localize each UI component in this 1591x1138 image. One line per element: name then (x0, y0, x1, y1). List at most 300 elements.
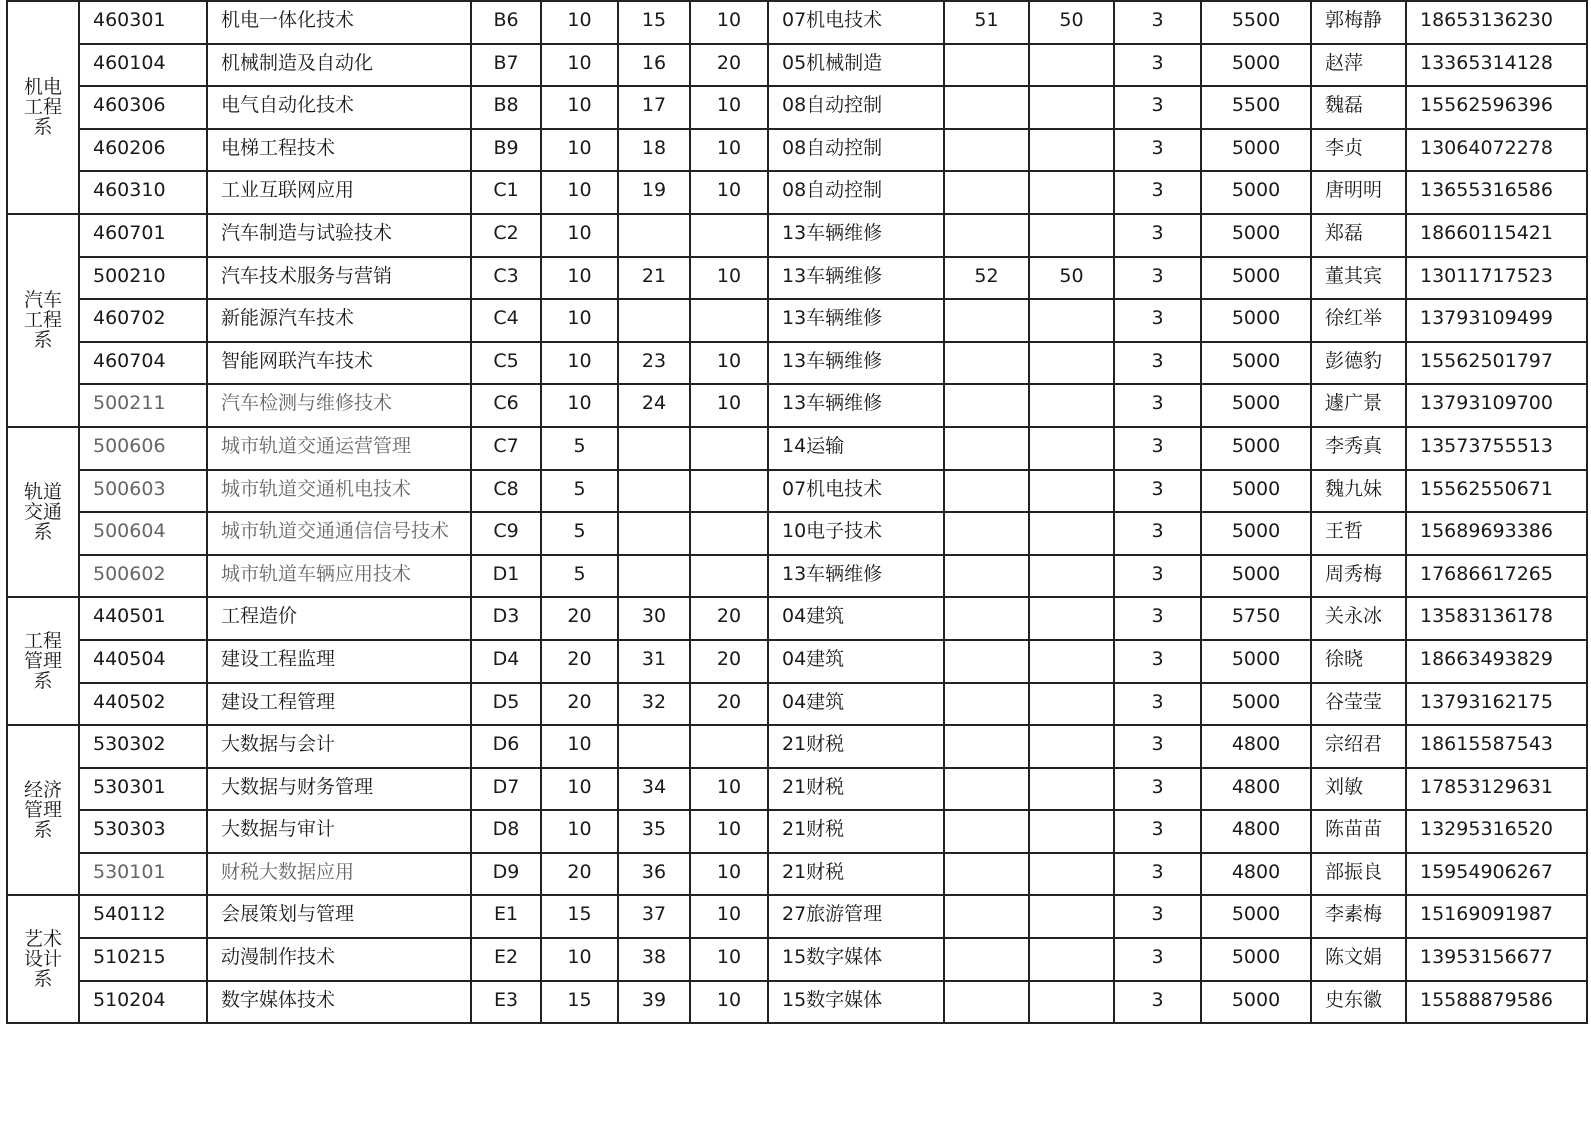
secondary-plan-cell-text: 20 (716, 690, 742, 713)
major-name-cell (207, 470, 471, 513)
category-code-cell (944, 427, 1029, 470)
category-code-cell (944, 470, 1029, 513)
plan-count-cell (541, 86, 618, 129)
contact-phone-cell-text: 15562550671 (1420, 477, 1553, 500)
batch-code-cell (471, 1, 541, 44)
years-cell-text: 3 (1151, 94, 1164, 117)
category-code-cell (944, 853, 1029, 896)
table-row (7, 683, 1587, 726)
tertiary-plan-cell (1029, 44, 1114, 87)
secondary-code-cell-text: 38 (641, 946, 667, 969)
tertiary-plan-cell-text (1030, 939, 1113, 947)
major-name-cell-text: 大数据与会计 (221, 733, 336, 756)
years-cell (1114, 768, 1201, 811)
category-code-cell (944, 895, 1029, 938)
contact-phone-cell (1406, 938, 1587, 981)
tuition-fee-cell (1201, 44, 1311, 87)
category-cell-text: 14运输 (782, 434, 845, 457)
major-name-cell-text: 城市轨道交通机电技术 (221, 477, 412, 500)
years-cell (1114, 725, 1201, 768)
secondary-plan-cell (690, 44, 768, 87)
tuition-fee-cell (1201, 384, 1311, 427)
category-code-cell-text (945, 939, 1028, 947)
contact-phone-cell-text: 13365314128 (1420, 51, 1553, 74)
major-name-cell-text: 汽车检测与维修技术 (221, 392, 393, 415)
secondary-plan-cell-text (691, 300, 767, 308)
plan-count-cell (541, 427, 618, 470)
contact-phone-cell-text: 13793162175 (1420, 690, 1553, 713)
tuition-fee-cell-text: 5000 (1231, 51, 1281, 74)
contact-phone-cell (1406, 810, 1587, 853)
contact-phone-cell-text: 15689693386 (1420, 520, 1553, 543)
major-name-cell-text: 建设工程监理 (221, 647, 336, 670)
program-code-cell-text: 540112 (93, 903, 166, 926)
years-cell (1114, 44, 1201, 87)
major-name-cell (207, 257, 471, 300)
plan-count-cell-text: 20 (567, 605, 592, 628)
secondary-plan-cell-text: 10 (716, 264, 742, 287)
tertiary-plan-cell (1029, 895, 1114, 938)
contact-name-cell-text: 李素梅 (1325, 903, 1383, 926)
tuition-fee-cell-text: 5000 (1231, 520, 1281, 543)
years-cell (1114, 853, 1201, 896)
plan-count-cell-text: 5 (573, 477, 586, 500)
category-cell (768, 214, 944, 257)
category-code-cell (944, 597, 1029, 640)
plan-count-cell-text: 10 (567, 733, 592, 756)
tuition-fee-cell-text: 5000 (1231, 477, 1281, 500)
category-cell-text: 04建筑 (782, 647, 845, 670)
tuition-fee-cell (1201, 640, 1311, 683)
tertiary-plan-cell-text (1030, 87, 1113, 95)
contact-name-cell (1311, 640, 1406, 683)
batch-code-cell (471, 214, 541, 257)
batch-code-cell-text: B9 (493, 136, 519, 159)
tuition-fee-cell (1201, 129, 1311, 172)
table-row (7, 129, 1587, 172)
secondary-code-cell-text: 37 (641, 903, 667, 926)
tuition-fee-cell-text: 5000 (1231, 690, 1281, 713)
category-cell-text: 21财税 (782, 775, 845, 798)
table-row (7, 470, 1587, 513)
department-cell (7, 597, 79, 725)
program-code-cell (79, 512, 207, 555)
contact-name-cell (1311, 214, 1406, 257)
contact-name-cell-text: 赵萍 (1325, 51, 1364, 74)
tertiary-plan-cell-text (1030, 513, 1113, 521)
tuition-fee-cell-text: 4800 (1231, 775, 1281, 798)
batch-code-cell-text: C1 (493, 179, 519, 202)
secondary-code-cell (618, 470, 690, 513)
batch-code-cell (471, 640, 541, 683)
contact-name-cell-text: 董其宾 (1325, 264, 1383, 287)
category-cell-text: 10电子技术 (782, 520, 883, 543)
years-cell-text: 3 (1151, 860, 1164, 883)
contact-phone-cell (1406, 1, 1587, 44)
tertiary-plan-cell-text (1030, 300, 1113, 308)
secondary-plan-cell-text (691, 556, 767, 564)
secondary-plan-cell (690, 384, 768, 427)
secondary-code-cell (618, 640, 690, 683)
tertiary-plan-cell-text (1030, 598, 1113, 606)
category-code-cell-text (945, 343, 1028, 351)
secondary-plan-cell-text: 10 (716, 818, 742, 841)
department-name: 艺术设计系 (23, 928, 62, 991)
program-code-cell (79, 981, 207, 1024)
years-cell (1114, 86, 1201, 129)
contact-phone-cell-text: 13655316586 (1420, 179, 1553, 202)
department-cell (7, 725, 79, 895)
years-cell-text: 3 (1151, 221, 1164, 244)
major-name-cell (207, 597, 471, 640)
batch-code-cell (471, 597, 541, 640)
contact-name-cell (1311, 44, 1406, 87)
tertiary-plan-cell-text (1030, 854, 1113, 862)
batch-code-cell-text: C8 (493, 477, 519, 500)
tertiary-plan-cell (1029, 853, 1114, 896)
contact-phone-cell (1406, 44, 1587, 87)
contact-phone-cell-text: 13011717523 (1420, 264, 1553, 287)
batch-code-cell (471, 129, 541, 172)
secondary-plan-cell-text (691, 215, 767, 223)
tuition-fee-cell-text: 5000 (1231, 647, 1281, 670)
program-code-cell-text: 460702 (93, 307, 166, 330)
major-name-cell-text: 工程造价 (221, 605, 298, 628)
department-cell (7, 427, 79, 597)
table-row (7, 427, 1587, 470)
contact-name-cell (1311, 1, 1406, 44)
plan-count-cell-text: 20 (567, 690, 592, 713)
contact-phone-cell-text: 15562501797 (1420, 349, 1553, 372)
tertiary-plan-cell-text (1030, 428, 1113, 436)
category-cell (768, 257, 944, 300)
secondary-code-cell-text: 18 (641, 136, 667, 159)
secondary-code-cell-text: 31 (641, 647, 667, 670)
tuition-fee-cell-text: 5000 (1231, 562, 1281, 585)
table-row (7, 895, 1587, 938)
secondary-plan-cell (690, 810, 768, 853)
plan-count-cell-text: 15 (567, 903, 592, 926)
category-cell (768, 470, 944, 513)
batch-code-cell (471, 342, 541, 385)
program-code-cell (79, 853, 207, 896)
contact-phone-cell-text: 15169091987 (1420, 903, 1553, 926)
tuition-fee-cell-text: 5000 (1231, 179, 1281, 202)
tertiary-plan-cell (1029, 86, 1114, 129)
plan-count-cell (541, 299, 618, 342)
secondary-plan-cell-text: 10 (716, 392, 742, 415)
years-cell-text: 3 (1151, 520, 1164, 543)
batch-code-cell (471, 810, 541, 853)
secondary-code-cell (618, 895, 690, 938)
secondary-plan-cell-text: 10 (716, 988, 742, 1011)
category-cell (768, 853, 944, 896)
major-name-cell (207, 342, 471, 385)
tertiary-plan-cell-text (1030, 726, 1113, 734)
plan-count-cell-text: 10 (567, 51, 592, 74)
major-name-cell-text: 城市轨道交通运营管理 (221, 434, 412, 457)
years-cell (1114, 555, 1201, 598)
contact-phone-cell-text: 13064072278 (1420, 136, 1553, 159)
secondary-plan-cell (690, 725, 768, 768)
tertiary-plan-cell-text (1030, 45, 1113, 53)
program-code-cell-text: 460104 (93, 51, 166, 74)
category-code-cell (944, 938, 1029, 981)
table-row (7, 257, 1587, 300)
program-code-cell-text: 530303 (93, 818, 166, 841)
contact-name-cell (1311, 683, 1406, 726)
tuition-fee-cell (1201, 257, 1311, 300)
secondary-code-cell (618, 342, 690, 385)
secondary-code-cell-text: 19 (641, 179, 667, 202)
batch-code-cell (471, 384, 541, 427)
contact-phone-cell (1406, 725, 1587, 768)
program-code-cell-text: 460704 (93, 349, 166, 372)
secondary-code-cell (618, 44, 690, 87)
tuition-fee-cell (1201, 299, 1311, 342)
contact-name-cell (1311, 299, 1406, 342)
category-cell-text: 27旅游管理 (782, 903, 883, 926)
program-code-cell (79, 86, 207, 129)
secondary-plan-cell-text: 20 (716, 605, 742, 628)
secondary-plan-cell (690, 640, 768, 683)
plan-count-cell-text: 10 (567, 349, 592, 372)
category-code-cell (944, 44, 1029, 87)
contact-name-cell (1311, 384, 1406, 427)
category-code-cell-text (945, 811, 1028, 819)
secondary-plan-cell (690, 214, 768, 257)
batch-code-cell-text: E1 (493, 903, 519, 926)
category-cell (768, 171, 944, 214)
secondary-plan-cell-text: 10 (716, 860, 742, 883)
secondary-plan-cell (690, 470, 768, 513)
tertiary-plan-cell-text (1030, 343, 1113, 351)
category-code-cell-text (945, 45, 1028, 53)
secondary-code-cell-text: 30 (641, 605, 667, 628)
batch-code-cell-text: D7 (492, 775, 520, 798)
program-code-cell (79, 214, 207, 257)
contact-phone-cell (1406, 86, 1587, 129)
batch-code-cell-text: C3 (493, 264, 519, 287)
major-name-cell-text: 汽车技术服务与营销 (221, 264, 393, 287)
contact-name-cell-text: 李秀真 (1325, 434, 1383, 457)
contact-name-cell (1311, 129, 1406, 172)
contact-name-cell-text: 刘敏 (1325, 775, 1364, 798)
plan-count-cell (541, 597, 618, 640)
plan-count-cell (541, 384, 618, 427)
category-code-cell-text (945, 215, 1028, 223)
tuition-fee-cell-text: 5500 (1231, 9, 1281, 31)
tuition-fee-cell (1201, 427, 1311, 470)
plan-count-cell-text: 10 (567, 94, 592, 117)
contact-phone-cell (1406, 214, 1587, 257)
tuition-fee-cell-text: 5500 (1231, 94, 1281, 117)
major-name-cell (207, 981, 471, 1024)
category-code-cell-text (945, 513, 1028, 521)
secondary-plan-cell (690, 1, 768, 44)
major-name-cell-text: 动漫制作技术 (221, 946, 336, 969)
table-row (7, 981, 1587, 1024)
batch-code-cell (471, 86, 541, 129)
batch-code-cell (471, 299, 541, 342)
program-code-cell (79, 129, 207, 172)
major-name-cell (207, 853, 471, 896)
major-name-cell (207, 44, 471, 87)
major-name-cell-text: 新能源汽车技术 (221, 307, 355, 330)
contact-name-cell-text: 彭德豹 (1325, 349, 1383, 372)
table-row (7, 299, 1587, 342)
category-code-cell (944, 384, 1029, 427)
category-code-cell-text (945, 896, 1028, 904)
table-row (7, 768, 1587, 811)
contact-phone-cell (1406, 257, 1587, 300)
secondary-code-cell (618, 938, 690, 981)
plan-count-cell-text: 10 (567, 179, 592, 202)
batch-code-cell (471, 555, 541, 598)
plan-count-cell (541, 44, 618, 87)
contact-name-cell (1311, 86, 1406, 129)
years-cell-text: 3 (1151, 136, 1164, 159)
major-name-cell-text: 城市轨道交通通信信号技术 (221, 520, 450, 543)
program-code-cell (79, 938, 207, 981)
major-name-cell-text: 大数据与财务管理 (221, 775, 374, 798)
tertiary-plan-cell-text (1030, 982, 1113, 990)
contact-name-cell-text: 郭梅静 (1325, 9, 1383, 31)
category-code-cell-text (945, 726, 1028, 734)
table-row (7, 44, 1587, 87)
years-cell (1114, 981, 1201, 1024)
secondary-plan-cell (690, 981, 768, 1024)
category-cell (768, 1, 944, 44)
plan-count-cell (541, 129, 618, 172)
category-cell (768, 555, 944, 598)
plan-count-cell-text: 5 (573, 520, 586, 543)
secondary-code-cell (618, 555, 690, 598)
program-code-cell (79, 470, 207, 513)
contact-phone-cell-text: 13583136178 (1420, 605, 1553, 628)
major-name-cell (207, 86, 471, 129)
contact-phone-cell-text: 17853129631 (1420, 775, 1553, 798)
category-code-cell-text (945, 854, 1028, 862)
years-cell-text: 3 (1151, 51, 1164, 74)
secondary-code-cell (618, 768, 690, 811)
tertiary-plan-cell (1029, 981, 1114, 1024)
program-code-cell-text: 530101 (93, 860, 166, 883)
tuition-fee-cell-text: 5000 (1231, 946, 1281, 969)
category-code-cell-text (945, 598, 1028, 606)
tertiary-plan-cell (1029, 214, 1114, 257)
plan-count-cell (541, 853, 618, 896)
tuition-fee-cell-text: 5000 (1231, 136, 1281, 159)
plan-count-cell-text: 15 (567, 988, 592, 1011)
program-code-cell (79, 810, 207, 853)
tuition-fee-cell-text: 5000 (1231, 903, 1281, 926)
secondary-code-cell (618, 512, 690, 555)
tertiary-plan-cell-text (1030, 641, 1113, 649)
secondary-code-cell-text (619, 300, 689, 308)
batch-code-cell-text: C9 (493, 520, 519, 543)
plan-count-cell (541, 470, 618, 513)
batch-code-cell-text: C4 (493, 307, 519, 330)
category-cell-text: 13车辆维修 (782, 264, 883, 287)
secondary-plan-cell-text: 10 (716, 903, 742, 926)
category-cell (768, 895, 944, 938)
table-body (7, 1, 1587, 1023)
years-cell-text: 3 (1151, 903, 1164, 926)
major-name-cell-text: 数字媒体技术 (221, 988, 336, 1011)
secondary-code-cell (618, 214, 690, 257)
program-code-cell-text: 500604 (93, 520, 166, 543)
tuition-fee-cell-text: 5750 (1231, 605, 1281, 628)
program-code-cell (79, 725, 207, 768)
contact-name-cell-text: 王哲 (1325, 520, 1364, 543)
category-cell (768, 44, 944, 87)
batch-code-cell-text: D8 (492, 818, 520, 841)
table-row (7, 171, 1587, 214)
secondary-plan-cell (690, 129, 768, 172)
program-code-cell (79, 384, 207, 427)
batch-code-cell-text: B7 (493, 51, 519, 74)
category-cell-text: 07机电技术 (782, 477, 883, 500)
plan-count-cell (541, 555, 618, 598)
plan-count-cell-text: 5 (573, 434, 586, 457)
major-name-cell-text: 财税大数据应用 (221, 860, 355, 883)
department-name: 工程管理系 (23, 630, 62, 693)
category-cell-text: 13车辆维修 (782, 392, 883, 415)
tertiary-plan-cell-text: 50 (1059, 9, 1084, 31)
tuition-fee-cell (1201, 853, 1311, 896)
secondary-code-cell (618, 171, 690, 214)
tertiary-plan-cell (1029, 768, 1114, 811)
tuition-fee-cell (1201, 725, 1311, 768)
plan-count-cell-text: 10 (567, 136, 592, 159)
batch-code-cell-text: B8 (493, 94, 519, 117)
batch-code-cell (471, 257, 541, 300)
plan-count-cell-text: 20 (567, 647, 592, 670)
major-name-cell (207, 938, 471, 981)
plan-count-cell-text: 10 (567, 392, 592, 415)
department-cell (7, 214, 79, 427)
secondary-code-cell-text: 32 (641, 690, 667, 713)
plan-count-cell (541, 1, 618, 44)
plan-count-cell-text: 20 (567, 860, 592, 883)
plan-count-cell (541, 895, 618, 938)
years-cell-text: 3 (1151, 477, 1164, 500)
tertiary-plan-cell-text: 50 (1059, 264, 1084, 287)
years-cell-text: 3 (1151, 690, 1164, 713)
years-cell-text: 3 (1151, 605, 1164, 628)
batch-code-cell-text: D6 (492, 733, 520, 756)
table-row (7, 725, 1587, 768)
years-cell-text: 3 (1151, 988, 1164, 1011)
program-code-cell-text: 510215 (93, 946, 166, 969)
years-cell (1114, 299, 1201, 342)
contact-phone-cell-text: 15588879586 (1420, 988, 1553, 1011)
major-name-cell-text: 电气自动化技术 (221, 94, 355, 117)
contact-name-cell-text: 史东徽 (1325, 988, 1383, 1011)
program-code-cell (79, 44, 207, 87)
category-code-cell-text (945, 684, 1028, 692)
program-code-cell-text: 500603 (93, 477, 166, 500)
category-cell (768, 299, 944, 342)
contact-name-cell (1311, 427, 1406, 470)
tertiary-plan-cell (1029, 427, 1114, 470)
department-name: 机电工程系 (23, 76, 62, 139)
category-code-cell (944, 683, 1029, 726)
contact-name-cell (1311, 938, 1406, 981)
category-code-cell (944, 555, 1029, 598)
category-code-cell-text (945, 130, 1028, 138)
